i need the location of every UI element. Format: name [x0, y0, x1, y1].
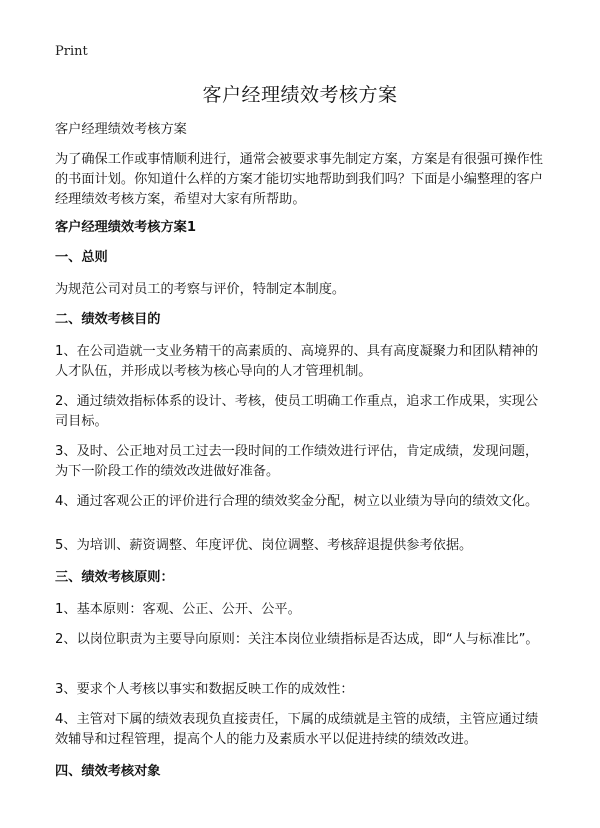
- principle-item: 1、基本原则：客观、公正、公开、公平。: [55, 602, 301, 617]
- purpose-item: 1、在公司造就一支业务精干的高素质的、高境界的、具有高度凝聚力和团队精神的人才队伍，并形成以考核为核心导向的人才管理机制。: [55, 344, 539, 379]
- purpose-item: 3、及时、公正地对员工过去一段时间的工作绩效进行评估，肯定成绩，发现问题，为下一阶段工作的绩效改进做好准备。: [55, 444, 539, 479]
- general-heading: 一、总则: [55, 250, 108, 265]
- principle-item: 4、主管对下属的绩效表现负直接责任，下属的成绩就是主管的成绩，主管应通过绩效辅导和过程管理，提高个人的能力及素质水平以促进持续的绩效改进。: [55, 712, 539, 747]
- purpose-heading: 二、绩效考核目的: [55, 312, 161, 327]
- purpose-item: 2、通过绩效指标体系的设计、考核，使员工明确工作重点，追求工作成果，实现公司目标。: [55, 394, 539, 429]
- section-heading: 客户经理绩效考核方案1: [55, 220, 197, 235]
- targets-heading: 四、绩效考核对象: [55, 764, 161, 779]
- subtitle: 客户经理绩效考核方案: [55, 122, 187, 137]
- principles-heading: 三、绩效考核原则：: [55, 570, 174, 585]
- principle-item: 2、以岗位职责为主要导向原则：关注本岗位业绩指标是否达成，即“人与标准比”。: [55, 632, 539, 647]
- purpose-item: 4、通过客观公正的评价进行合理的绩效奖金分配，树立以业绩为导向的绩效文化。: [55, 494, 539, 509]
- purpose-item: 5、为培训、薪资调整、年度评优、岗位调整、考核辞退提供参考依据。: [55, 538, 473, 553]
- intro-paragraph: 为了确保工作或事情顺利进行，通常会被要求事先制定方案，方案是有很强可操作性的书面计划。你知道什么样的方案才能切实地帮助到我们吗？下面是小编整理的客户经理绩效考核方案，希望对大家有所帮助。: [55, 152, 543, 207]
- print-link[interactable]: Print: [55, 44, 88, 59]
- general-text: 为规范公司对员工的考察与评价，特制定本制度。: [55, 282, 346, 297]
- page-title: 客户经理绩效考核方案: [202, 84, 398, 106]
- principle-item: 3、要求个人考核以事实和数据反映工作的成效性：: [55, 682, 354, 697]
